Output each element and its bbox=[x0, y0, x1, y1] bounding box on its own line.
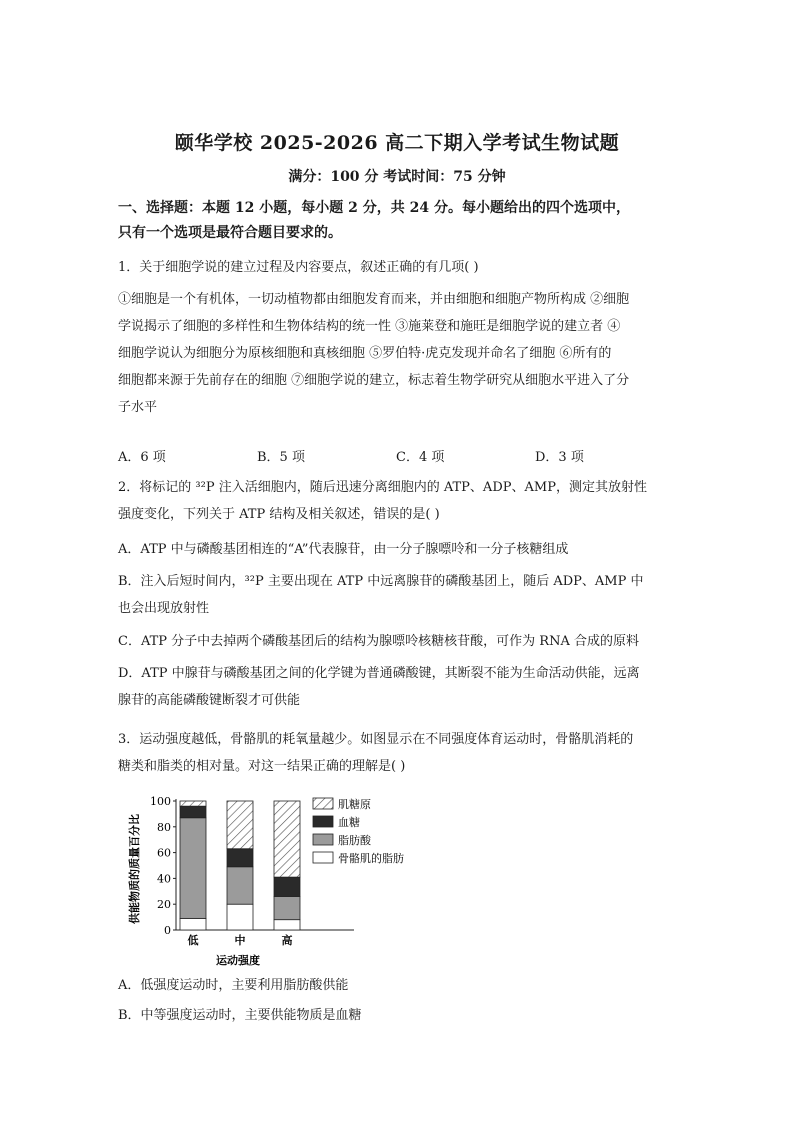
y-axis-label: 供能物质的质量百分比 bbox=[128, 814, 141, 924]
q2-option-d-line: 腺苷的高能磷酸键断裂才可供能 bbox=[118, 693, 301, 708]
legend-label: 脂肪酸 bbox=[338, 834, 371, 847]
q1-body-line: 学说揭示了细胞的多样性和生物体结构的统一性 ③施莱登和施旺是细胞学说的建立者 ④ bbox=[118, 319, 621, 334]
bar-segment bbox=[180, 806, 206, 818]
legend-swatch bbox=[313, 834, 333, 845]
q1-option-b: B．5 项 bbox=[257, 450, 305, 465]
bar-segment bbox=[274, 877, 300, 896]
y-tick-label: 100 bbox=[150, 795, 171, 808]
y-tick-label: 80 bbox=[157, 820, 171, 834]
bar-segment bbox=[274, 896, 300, 919]
bar-segment bbox=[180, 801, 206, 806]
q1-option-a: A．6 项 bbox=[118, 450, 166, 465]
q1-body-line: ①细胞是一个有机体，一切动植物都由细胞发育而来，并由细胞和细胞产物所构成 ②细胞 bbox=[118, 292, 630, 307]
q2-option-b bbox=[118, 568, 678, 622]
q1-stem: 1．关于细胞学说的建立过程及内容要点，叙述正确的有几项( ) bbox=[118, 260, 479, 275]
q2-option-b-line: B．注入后短时间内，³²P 主要出现在 ATP 中远离腺苷的磷酸基团上，随后 ADP、AMP 中 bbox=[118, 574, 644, 589]
exam-info: 满分：100 分 考试时间：75 分钟 bbox=[288, 169, 506, 185]
x-axis-label: 运动强度 bbox=[216, 954, 260, 967]
q1-option-d: D．3 项 bbox=[535, 450, 584, 465]
section-heading-line: 只有一个选项是最符合题目要求的。 bbox=[118, 225, 342, 241]
energy-source-chart bbox=[118, 784, 408, 974]
q2-stem-line: 强度变化，下列关于 ATP 结构及相关叙述，错误的是( ) bbox=[118, 507, 440, 522]
bar-segment bbox=[274, 920, 300, 930]
section-heading bbox=[118, 196, 678, 246]
bar-segment bbox=[274, 801, 300, 877]
bar-segment bbox=[180, 918, 206, 930]
legend-swatch bbox=[313, 852, 333, 863]
legend-label: 肌糖原 bbox=[338, 798, 371, 811]
q1-body bbox=[118, 286, 678, 421]
q1-body-line: 细胞学说认为细胞分为原核细胞和真核细胞 ⑤罗伯特·虎克发现并命名了细胞 ⑥所有的 bbox=[118, 346, 612, 361]
q1-body-line: 细胞都来源于先前存在的细胞 ⑦细胞学说的建立，标志着生物学研究从细胞水平进入了分 bbox=[118, 373, 630, 388]
q2-option-d-line: D．ATP 中腺苷与磷酸基团之间的化学键为普通磷酸键，其断裂不能为生命活动供能，远离 bbox=[118, 666, 640, 681]
legend-label: 血糖 bbox=[338, 816, 360, 829]
q3-stem bbox=[118, 726, 678, 780]
bar-segment bbox=[180, 818, 206, 919]
x-tick-label: 高 bbox=[281, 934, 293, 947]
bar-segment bbox=[227, 867, 253, 904]
q1-option-c: C．4 项 bbox=[396, 450, 445, 465]
bar-segment bbox=[227, 801, 253, 849]
x-tick-label: 中 bbox=[234, 934, 246, 947]
legend-swatch bbox=[313, 816, 333, 827]
page-title: 颐华学校 2025-2026 高二下期入学考试生物试题 bbox=[174, 132, 620, 154]
q1-body-line: 子水平 bbox=[118, 400, 158, 415]
section-heading-line: 一、选择题：本题 12 小题，每小题 2 分，共 24 分。每小题给出的四个选项中， bbox=[118, 200, 630, 216]
q3-option-b: B．中等强度运动时，主要供能物质是血糖 bbox=[118, 1008, 362, 1023]
y-tick-label: 40 bbox=[157, 872, 171, 886]
y-tick-label: 0 bbox=[164, 924, 171, 937]
bar-segment bbox=[227, 849, 253, 867]
q2-stem bbox=[118, 474, 678, 528]
legend-label: 骨骼肌的脂肪 bbox=[338, 852, 404, 865]
q1-options bbox=[118, 446, 678, 465]
q3-stem-line: 3．运动强度越低，骨骼肌的耗氧量越少。如图显示在不同强度体育运动时，骨骼肌消耗的 bbox=[118, 732, 634, 747]
y-tick-label: 60 bbox=[157, 846, 171, 860]
legend-swatch bbox=[313, 798, 333, 809]
q2-option-b-line: 也会出现放射性 bbox=[118, 601, 210, 616]
q2-option-d bbox=[118, 660, 678, 714]
q3-stem-line: 糖类和脂类的相对量。对这一结果正确的理解是( ) bbox=[118, 759, 406, 774]
x-tick-label: 低 bbox=[187, 934, 199, 947]
chart-legend bbox=[313, 797, 404, 865]
q2-option-c: C．ATP 分子中去掉两个磷酸基团后的结构为腺嘌呤核糖核苷酸，可作为 RNA 合成的原料 bbox=[118, 634, 639, 649]
y-tick-label: 20 bbox=[157, 898, 171, 912]
q2-stem-line: 2．将标记的 ³²P 注入活细胞内，随后迅速分离细胞内的 ATP、ADP、AMP，测定其放射性 bbox=[118, 480, 647, 495]
q3-option-a: A．低强度运动时，主要利用脂肪酸供能 bbox=[118, 978, 349, 993]
chart-bars bbox=[180, 801, 300, 930]
q2-option-a: A．ATP 中与磷酸基团相连的“A”代表腺苷，由一分子腺嘌呤和一分子核糖组成 bbox=[118, 542, 569, 557]
bar-segment bbox=[227, 904, 253, 930]
